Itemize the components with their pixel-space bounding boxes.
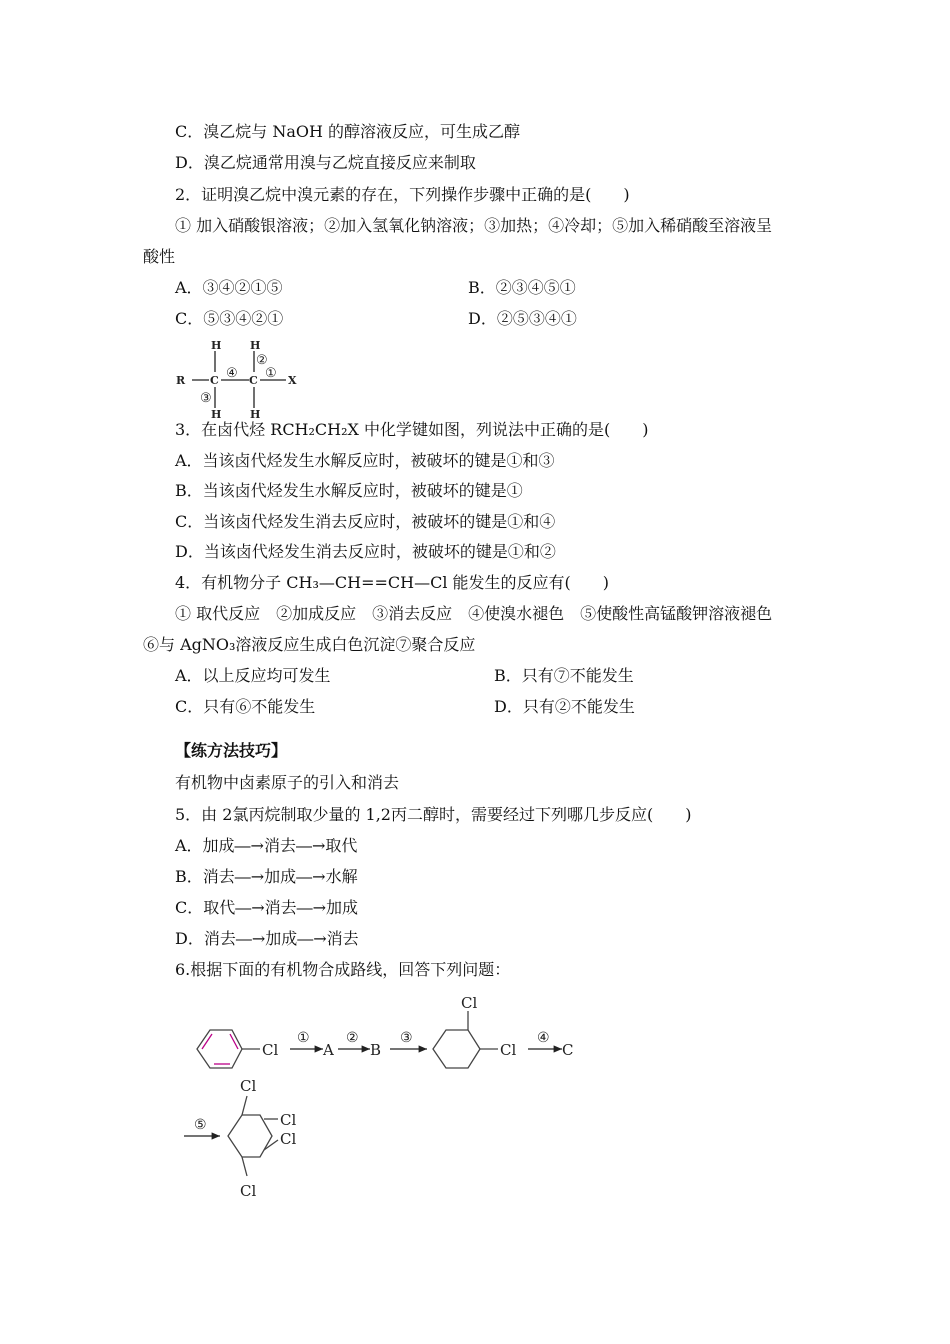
step-2-label: ② [346, 1030, 359, 1046]
q3-option-a: A．当该卤代烃发生水解反应时，被破坏的键是①和③ [175, 451, 555, 470]
q3-option-d: D．当该卤代烃发生消去反应时，被破坏的键是①和② [175, 542, 556, 561]
synthesis-route-diagram [180, 995, 600, 1205]
q3-option-c: C．当该卤代烃发生消去反应时，被破坏的键是①和④ [175, 512, 556, 531]
chlorobenzene-structure [197, 1030, 260, 1068]
section-topic: 有机物中卤素原子的引入和消去 [175, 773, 400, 792]
bond-c1-label: C [210, 374, 219, 387]
q4-option-b: B．只有⑦不能发生 [494, 666, 634, 685]
tetrachloro-product-structure [228, 1096, 278, 1176]
bond-diagram [172, 338, 312, 420]
q4-option-a: A．以上反应均可发生 [175, 666, 331, 685]
q4-stem: 4．有机物分子 CH₃—CH==CH—Cl 能发生的反应有( ) [175, 573, 610, 592]
q4-items-line1: ① 取代反应 ②加成反应 ③消去反应 ④使溴水褪色 ⑤使酸性高锰酸钾溶液褪色 [175, 604, 773, 623]
bond-num-3: ③ [200, 391, 212, 406]
q2-option-b: B．②③④⑤① [468, 278, 576, 297]
cl-label-1: Cl [262, 1041, 279, 1059]
bond-x-label: X [288, 374, 297, 387]
bond-num-4: ④ [226, 366, 238, 381]
q5-option-c: C．取代―→消去―→加成 [175, 898, 359, 917]
q5-stem: 5．由 2氯丙烷制取少量的 1,2丙二醇时，需要经过下列哪几步反应( ) [175, 805, 692, 824]
q5-option-b: B．消去―→加成―→水解 [175, 867, 358, 886]
step-4-label: ④ [537, 1030, 550, 1046]
step-1-label: ① [297, 1030, 310, 1046]
intermediate-b: B [370, 1041, 382, 1059]
q2-option-a: A．③④②①⑤ [175, 278, 283, 297]
cl-label-4: Cl [240, 1077, 257, 1095]
q2-steps-line2: 酸性 [143, 247, 176, 266]
intermediate-a: A [323, 1041, 334, 1059]
section-heading: 【练方法技巧】 [175, 741, 288, 760]
bond-r-label: R [176, 374, 186, 387]
dichlorocyclohexane-structure [433, 1011, 498, 1068]
intermediate-c: C [562, 1041, 574, 1059]
cl-label-6: Cl [280, 1130, 297, 1148]
q2-steps-line1: ① 加入硝酸银溶液；②加入氢氧化钠溶液；③加热；④冷却；⑤加入稀硝酸至溶液呈 [175, 216, 773, 235]
q2-stem: 2．证明溴乙烷中溴元素的存在，下列操作步骤中正确的是( ) [175, 185, 630, 204]
cl-label-3: Cl [500, 1041, 517, 1059]
bond-h2-label: H [250, 339, 261, 352]
bond-c2-label: C [249, 374, 258, 387]
q1-option-c: C．溴乙烷与 NaOH 的醇溶液反应，可生成乙醇 [175, 122, 521, 141]
q6-stem: 6.根据下面的有机物合成路线，回答下列问题： [175, 960, 511, 979]
q4-items-line2: ⑥与 AgNO₃溶液反应生成白色沉淀⑦聚合反应 [143, 635, 476, 654]
q3-stem: 3．在卤代烃 RCH₂CH₂X 中化学键如图，列说法中正确的是( ) [175, 420, 649, 439]
cl-label-7: Cl [240, 1182, 257, 1200]
q1-option-d: D．溴乙烷通常用溴与乙烷直接反应来制取 [175, 153, 476, 172]
step-3-label: ③ [400, 1030, 413, 1046]
bond-h3-label: H [211, 408, 222, 420]
q3-option-b: B．当该卤代烃发生水解反应时，被破坏的键是① [175, 481, 523, 500]
bond-num-1: ① [265, 366, 277, 381]
q2-option-c: C．⑤③④②① [175, 309, 284, 328]
cl-label-2: Cl [461, 995, 478, 1012]
bond-num-2: ② [256, 353, 268, 368]
bond-h4-label: H [250, 408, 261, 420]
cl-label-5: Cl [280, 1111, 297, 1129]
step-5-label: ⑤ [194, 1117, 207, 1133]
bond-h1-label: H [211, 339, 222, 352]
q2-option-d: D．②⑤③④① [468, 309, 577, 328]
q5-option-a: A．加成―→消去―→取代 [175, 836, 358, 855]
q4-option-c: C．只有⑥不能发生 [175, 697, 316, 716]
q5-option-d: D．消去―→加成―→消去 [175, 929, 359, 948]
q4-option-d: D．只有②不能发生 [494, 697, 635, 716]
